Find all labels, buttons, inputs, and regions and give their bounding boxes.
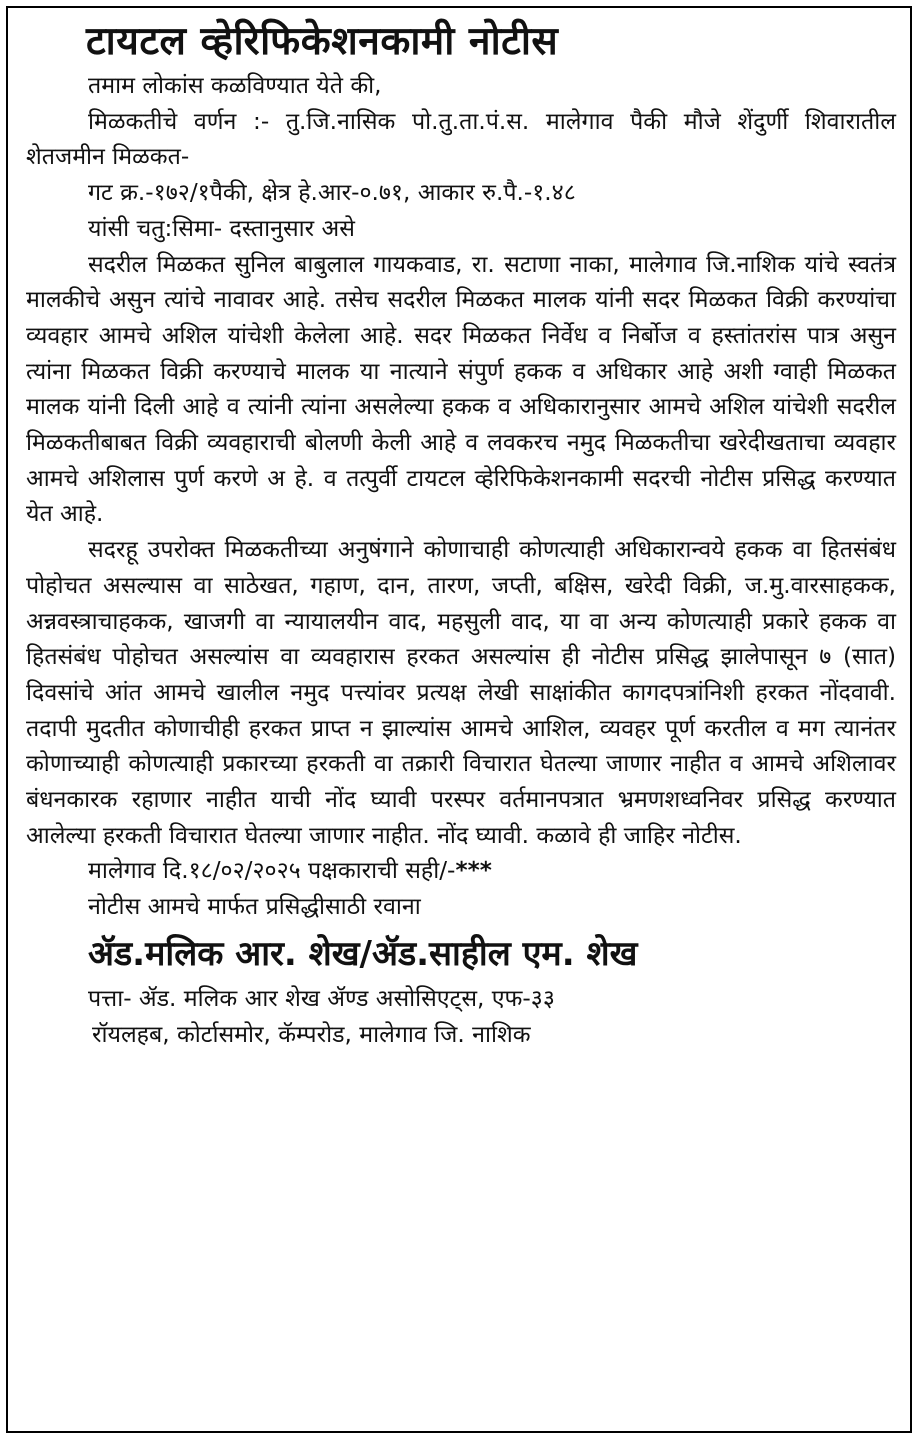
greeting-line: तमाम लोकांस कळविण्यात येते की, — [88, 72, 382, 99]
boundaries-line: यांसी चतु:सिमा- दस्तानुसार असे — [88, 214, 355, 242]
advocate-names: ॲड.मलिक आर. शेख/ॲड.साहील एम. शेख — [88, 933, 638, 974]
gat-details: गट क्र.-१७२/१पैकी, क्षेत्र हे.आर-०.७१, आकार रु.पै.-१.४८ — [88, 179, 576, 207]
property-description: मिळकतीचे वर्णन :- तु.जि.नासिक पो.तु.ता.पं.स. मालेगाव पैकी मौजे शेंदुर्णी शिवारातील शेतजमीन मिळकत- — [26, 107, 896, 171]
address-line-2: रॉयलहब, कोर्टासमोर, कॅम्परोड, मालेगाव जि. नाशिक — [92, 1020, 531, 1048]
notice-title: टायटल व्हेरिफिकेशनकामी नोटीस — [86, 19, 559, 64]
date-signature-line — [26, 853, 896, 889]
signature-mark: *** — [455, 857, 492, 885]
public-notice — [6, 6, 912, 1433]
sent-through-line: नोटीस आमचे मार्फत प्रसिद्धीसाठी रवाना — [88, 893, 421, 921]
address-line-1: पत्ता- ॲड. मलिक आर शेख ॲण्ड असोसिएट्स, एफ-३३ — [88, 984, 555, 1012]
objection-paragraph: सदरहू उपरोक्त मिळकतीच्या अनुषंगाने कोणाचाही कोणत्याही अधिकारान्वये हकक वा हितसंबंध पोहोचत असल्यास वा साठेखत, गहाण, दान, तारण, जप्ती, बक्षिस, खरेदी विक्री, ज.मु.वारसाहकक, अन्नवस्त्राचाहकक, खाजगी वा न्यायालयीन वाद, महसुली वाद, या वा अन्य कोणत्याही प्रकारे हकक वा हितसंबंध पोहोचत असल्यांस वा व्यवहारास हरकत असल्यांस ही नोटीस प्रसिद्ध झालेपासून ७ (सात) दिवसांचे आंत आमचे खालील नमुद पत्त्यांवर प्रत्यक्ष लेखी साक्षांकीत कागदपत्रांनिशी हरकत नोंदवावी. तदापी मुदतीत कोणाचीही हरकत प्राप्त न झाल्यांस आमचे आशिल, व्यवहर पूर्ण करतील व मग त्यानंतर कोणाच्याही कोणत्याही प्रकारच्या हरकती वा तक्रारी विचारात घेतल्या जाणार नाहीत व आमचे अशिलावर बंधनकारक रहाणार नाहीत याची नोंद घ्यावी परस्पर वर्तमानपत्रात भ्रमणशध्वनिवर प्रसिद्ध करण्यात आलेल्या हरकती विचारात घेतल्या जाणार नाहीत. नोंद घ्यावी. कळावे ही जाहिर नोटीस. — [26, 536, 896, 849]
date-line: मालेगाव दि.१८/०२/२०२५ पक्षकाराची सही/- — [88, 857, 456, 885]
ownership-paragraph: सदरील मिळकत सुनिल बाबुलाल गायकवाड, रा. सटाणा नाका, मालेगाव जि.नाशिक यांचे स्वतंत्र मालकीचे असुन त्यांचे नावावर आहे. तसेच सदरील मिळकत मालक यांनी सदर मिळकत विक्री करण्यांचा व्यवहार आमचे अशिल यांचेशी केलेला आहे. सदर मिळकत निर्वेध व निर्बोज व हस्तांतरांस पात्र असुन त्यांना मिळकत विक्री करण्याचे मालक या नात्याने संपुर्ण हकक व अधिकार आहे अशी ग्वाही मिळकत मालक यांनी दिली आहे व त्यांनी त्यांना असलेल्या हकक व अधिकारानुसार आमचे अशिल यांचेशी सदरील मिळकतीबाबत विक्री व्यवहाराची बोलणी केली आहे व लवकरच नमुद मिळकतीचा खरेदीखताचा व्यवहार आमचे अशिलास पुर्ण करणे अ हे. व तत्पुर्वी टायटल व्हेरिफिकेशनकामी सदरची नोटीस प्रसिद्ध करण्यात येत आहे. — [26, 250, 896, 528]
